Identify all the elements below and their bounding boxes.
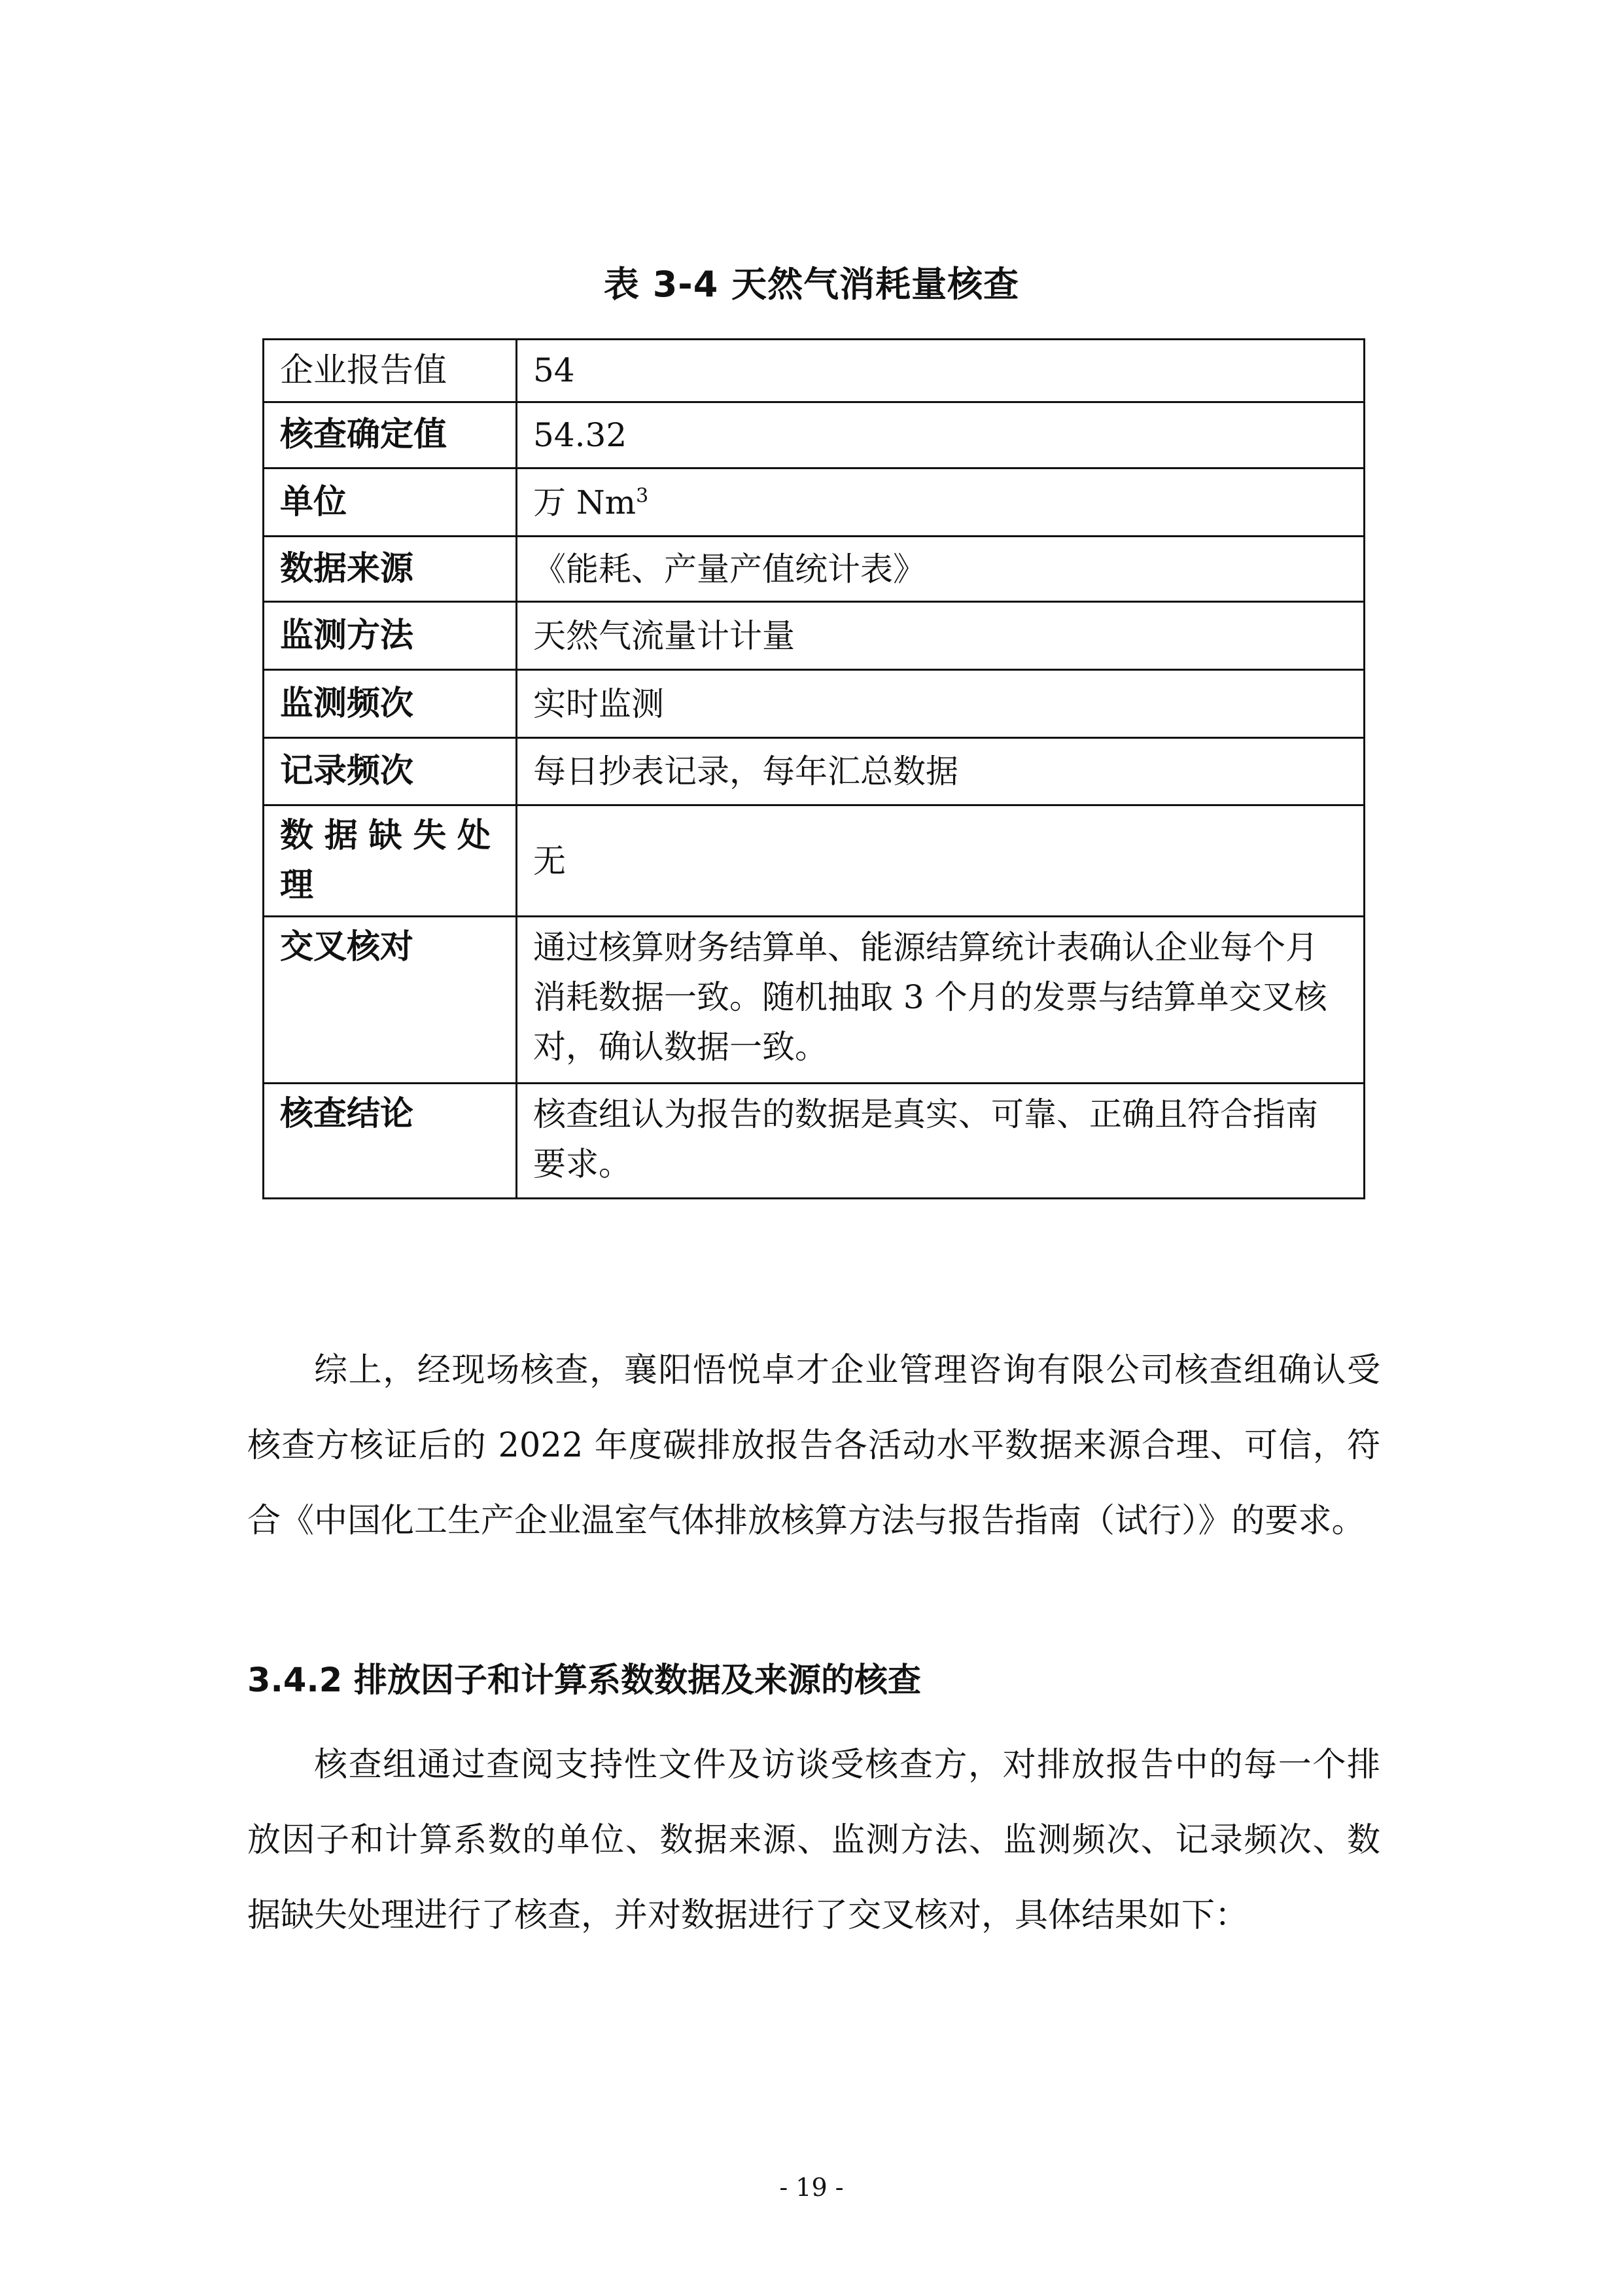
table-row (264, 537, 1365, 602)
row-label: 监测方法 (264, 602, 517, 670)
row-label: 核查确定值 (264, 402, 517, 468)
table-row (264, 805, 1365, 917)
table-row (264, 1084, 1365, 1199)
section-heading: 3.4.2 排放因子和计算系数数据及来源的核查 (247, 1661, 921, 1700)
row-label: 监测频次 (264, 670, 517, 738)
row-label: 核查结论 (264, 1084, 517, 1199)
table-row (264, 402, 1365, 468)
row-label: 记录频次 (264, 738, 517, 805)
row-value: 每日抄表记录，每年汇总数据 (517, 738, 1365, 805)
section-paragraph: 核查组通过查阅支持性文件及访谈受核查方，对排放报告中的每一个排放因子和计算系数的单位、数据来源、监测方法、监测频次、记录频次、数据缺失处理进行了核查，并对数据进行了交叉核对，具体结果如下： (247, 1746, 1380, 1935)
row-label: 单位 (264, 468, 517, 537)
table-row (264, 340, 1365, 402)
unit-text: 万 Nm (533, 483, 637, 521)
row-label: 数据来源 (264, 537, 517, 602)
page-number: - 19 - (779, 2173, 844, 2202)
row-value: 《能耗、产量产值统计表》 (517, 537, 1365, 602)
unit-superscript: 3 (636, 484, 649, 507)
row-value: 通过核算财务结算单、能源结算统计表确认企业每个月消耗数据一致。随机抽取 3 个月的发票与结算单交叉核对，确认数据一致。 (517, 917, 1365, 1084)
row-label: 企业报告值 (264, 340, 517, 402)
table-row (264, 670, 1365, 738)
row-value: 无 (517, 805, 1365, 917)
table-row (264, 917, 1365, 1084)
row-value: 实时监测 (517, 670, 1365, 738)
table-row (264, 468, 1365, 537)
table-row (264, 738, 1365, 805)
row-label: 数据缺失处理 (264, 805, 517, 917)
row-value-unit (517, 468, 1365, 537)
table-row (264, 602, 1365, 670)
row-value: 天然气流量计计量 (517, 602, 1365, 670)
table-caption: 表 3-4 天然气消耗量核查 (603, 264, 1020, 305)
row-value: 核查组认为报告的数据是真实、可靠、正确且符合指南要求。 (517, 1084, 1365, 1199)
row-label: 交叉核对 (264, 917, 517, 1084)
row-value: 54.32 (517, 402, 1365, 468)
verification-table (262, 338, 1365, 1199)
conclusion-paragraph: 综上，经现场核查，襄阳悟悦卓才企业管理咨询有限公司核查组确认受核查方核证后的 2022 年度碳排放报告各活动水平数据来源合理、可信，符合《中国化工生产企业温室气体排放核算方法与报告指南（试行）》的要求。 (247, 1351, 1380, 1540)
row-value: 54 (517, 340, 1365, 402)
